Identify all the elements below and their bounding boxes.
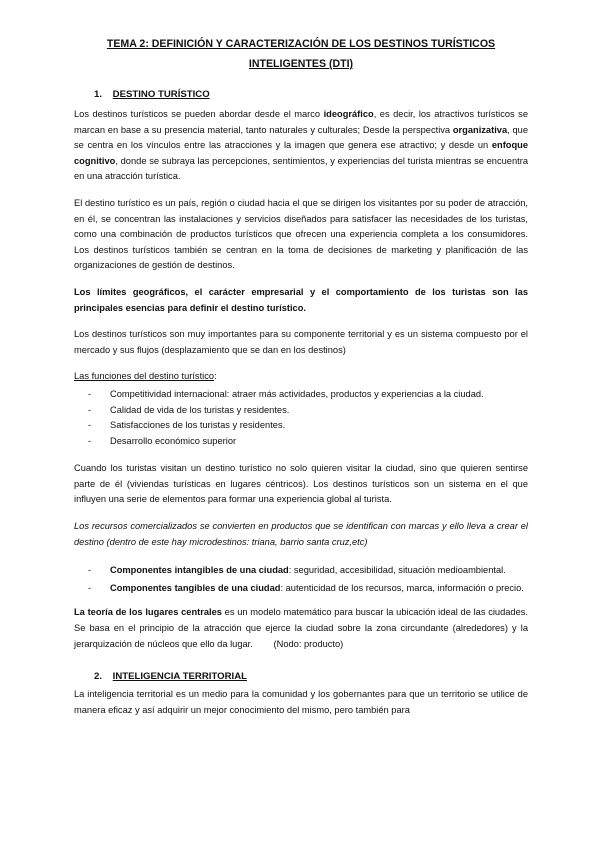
section-1-title: DESTINO TURÍSTICO bbox=[112, 89, 210, 100]
paragraph-experiencia: Cuando los turistas visitan un destino turístico no solo quieren visitar la ciudad, sino que quieren sentirse parte de él (viviendas turísticas en lugares céntricos). Los destinos turísticos son un sistema en el que influyen una serie de elementos para formar una experiencia global al turista. bbox=[74, 463, 528, 505]
section-1-heading bbox=[94, 88, 528, 101]
p7-note: (Nodo: producto) bbox=[273, 638, 344, 649]
component-label: Componentes intangibles de una ciudad bbox=[110, 565, 289, 576]
paragraph-lugares-centrales bbox=[74, 605, 528, 652]
p1-text-g: , donde se subraya las percepciones, sentimientos, y experiencias del turista mientras se encuentra en una atracción turística. bbox=[74, 155, 528, 182]
paragraph-recursos-italic: Los recursos comercializados se convierten en productos que se identifican con marcas y ello lleva a crear el destino (dentro de este hay microdestinos: triana, barrio santa cruz,etc) bbox=[74, 521, 528, 547]
list-item: - Competitividad internacional: atraer más actividades, productos y experiencias a la ciudad. bbox=[88, 387, 528, 403]
paragraph-marcos bbox=[74, 107, 528, 185]
p1-bold-enfoque: enfoque cognitivo bbox=[74, 140, 528, 166]
list-item bbox=[88, 563, 528, 579]
title-line-1: TEMA 2: DEFINICIÓN Y CARACTERIZACIÓN DE LOS DESTINOS TURÍSTICOS bbox=[106, 38, 496, 50]
paragraph-inteligencia: La inteligencia territorial es un medio para la comunidad y los gobernantes para que un territorio se utilice de manera eficaz y así adquirir un mejor conocimiento del mismo, pero también para bbox=[74, 689, 528, 715]
component-label: Componentes tangibles de una ciudad bbox=[110, 582, 281, 593]
component-text: : autenticidad de los recursos, marca, información o precio. bbox=[280, 582, 524, 593]
p7-bold: La teoría de los lugares centrales bbox=[74, 607, 222, 618]
section-2-heading bbox=[94, 670, 528, 683]
p7-text: es un modelo matemático para buscar la ubicación ideal de las ciudades. Se basa en el principio de la atracción que ejerce la ciudad sobre la zona circundante (alrededores) y la jerarquización de núcleos que ello da lugar. bbox=[74, 607, 528, 649]
list-item bbox=[88, 581, 528, 597]
p1-text-a: Los destinos turísticos se pueden abordar desde el marco bbox=[74, 109, 324, 119]
list-item: - Desarrollo económico superior bbox=[88, 434, 528, 450]
components-list bbox=[74, 563, 528, 596]
section-2-title: INTELIGENCIA TERRITORIAL bbox=[112, 671, 247, 683]
document-title bbox=[74, 34, 528, 74]
functions-heading-text: Las funciones del destino turístico bbox=[74, 371, 215, 382]
p3-bold: Los límites geográficos, el carácter empresarial y el comportamiento de los turistas son las principales esencias para definir el destino turístico. bbox=[74, 286, 528, 313]
functions-list bbox=[74, 387, 528, 449]
p1-bold-organizativa: organizativa bbox=[452, 124, 508, 135]
functions-heading bbox=[74, 369, 528, 385]
paragraph-limites bbox=[74, 285, 528, 316]
list-item: - Calidad de vida de los turistas y residentes. bbox=[88, 403, 528, 419]
p1-bold-ideografico: ideográfico bbox=[323, 109, 374, 119]
section-1-number: 1. bbox=[94, 89, 103, 100]
component-text: : seguridad, accesibilidad, situación medioambiental. bbox=[288, 565, 506, 576]
list-item: - Satisfacciones de los turistas y residentes. bbox=[88, 418, 528, 434]
p1-text-c: , es decir, los atractivos turísticos se marcan en base a su presencia material, tanto naturales y culturales; Desde la perspectiva bbox=[74, 109, 529, 135]
paragraph-sistema: Los destinos turísticos son muy importantes para su componente territorial y es un sistema compuesto por el mercado y sus flujos (desplazamiento que se dan en los destinos) bbox=[74, 329, 528, 355]
functions-heading-colon: : bbox=[214, 371, 217, 382]
paragraph-definicion: El destino turístico es un país, región o ciudad hacia el que se dirigen los visitantes por su poder de atracción, en él, se concentran las instalaciones y servicios diseñados para satisfacer las necesidades de los turistas, como una combinación de productos turísticos que ofrecen una experiencia completa a los consumidores. Los destinos turísticos también se centran en la toma de decisiones de marketing y planificación de las organizaciones de gestión de destinos. bbox=[74, 197, 528, 271]
p1-text-e: , que se centra en los vínculos entre las atracciones y la imagen que genera ese atractivo; y desde un bbox=[74, 124, 528, 151]
title-line-2: INTELIGENTES (DTI) bbox=[248, 58, 354, 70]
section-2-number: 2. bbox=[94, 671, 103, 683]
